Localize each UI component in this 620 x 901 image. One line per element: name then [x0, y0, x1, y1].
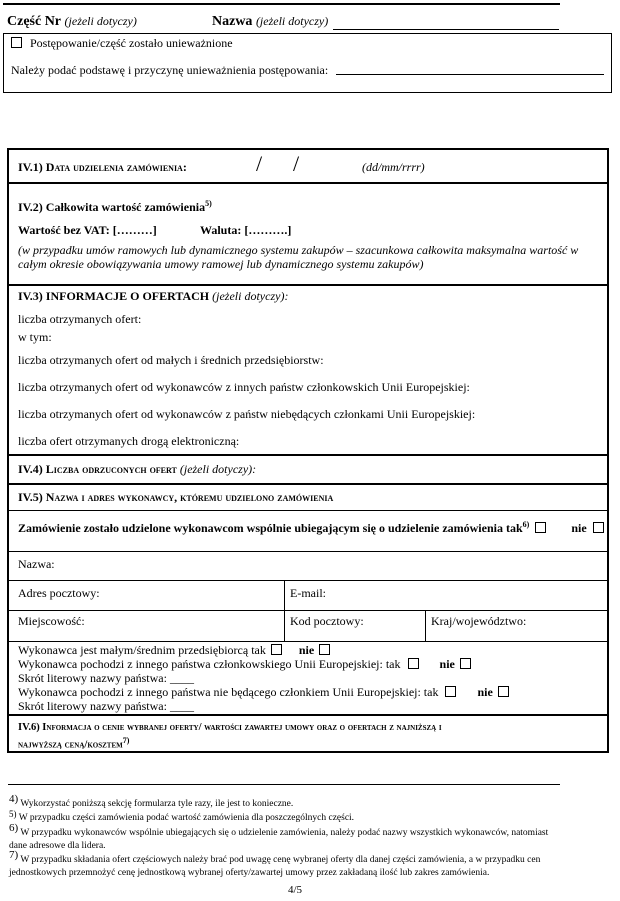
iv6-label-line2: najwyższą ceną/kosztem$^{7)}$ [18, 736, 130, 751]
name-field-label: Nazwa: [18, 557, 55, 571]
city-label: Miejscowość: [18, 614, 85, 628]
offers-eu: liczba otrzymanych ofert od wykonawców z innych państw członkowskich Unii Europejskiej: [18, 380, 470, 394]
joint-yes-checkbox[interactable] [535, 522, 546, 533]
address-divider [8, 610, 608, 611]
city-divider [8, 641, 608, 642]
offers-received: liczba otrzymanych ofert: [18, 312, 142, 326]
code-country-divider [425, 610, 426, 641]
name-label: Nazwa [212, 14, 253, 29]
joint-row: Zamówienie zostało udzielone wykonawcom wspólnie ubiegającym się o udzielenie zamówienia tak$^{6)}$ nie [18, 520, 604, 536]
offers-non-eu: liczba otrzymanych ofert od wykonawców z państw niebędących członkami Unii Europejskiej: [18, 407, 476, 421]
part-no-note: (jeżeli dotyczy) [64, 14, 137, 28]
iv5-label: IV.5) Nazwa i adres wykonawcy, któremu udzielono zamówienia [18, 490, 334, 504]
footnote-4: 4) Wykorzystać poniższą sekcję formularza tyle razy, ile jest to konieczne. [9, 793, 294, 809]
joint-divider [8, 551, 608, 552]
postal-address-label: Adres pocztowy: [18, 586, 100, 600]
name-note: (jeżeli dotyczy) [255, 14, 329, 28]
eu-row: Wykonawca pochodzi z innego państwa członkowskiego Unii Europejskiej: tak nie [18, 657, 471, 672]
email-label: E-mail: [290, 586, 326, 600]
date-slash-2[interactable]: / [293, 151, 300, 176]
country-label: Kraj/województwo: [431, 614, 527, 628]
page-number: 4/5 [288, 884, 303, 896]
iv1-label: IV.1) Data udzielenia zamówienia: [18, 160, 187, 174]
eu-no-checkbox[interactable] [460, 658, 471, 669]
non-eu-no-checkbox[interactable] [498, 686, 509, 697]
date-slash-1[interactable]: / [256, 151, 263, 176]
name-underline[interactable] [333, 29, 559, 30]
iv3-divider [8, 454, 608, 456]
footnote-7: 7) W przypadku składania ofert częściowych należy brać pod uwagę cenę wybranej oferty dla danej części zamówienia, a w przypadku cen jednostkowych przemnożyć cenę jednostkową wybranej oferty/zawartej umowy przez zakładaną ilość lub zakres zamówienia. [9, 849, 541, 878]
top-rule [3, 3, 560, 5]
cancelled-row [11, 36, 233, 51]
footnote-6: 6) W przypadku wykonawców wspólnie ubiegających się o udzielenie zamówienia, należy podać nazwy wszystkich wykonawców, natomiast dane adresowe dla lidera. [9, 822, 549, 851]
iv2-value-field[interactable]: Wartość bez VAT: [………] [18, 223, 157, 237]
iv5-divider [8, 714, 608, 716]
part-header [7, 14, 137, 30]
cancelled-checkbox[interactable] [11, 37, 22, 48]
name-header [212, 14, 328, 30]
iv3-label: IV.3) INFORMACJE O OFERTACH (jeżeli dotyczy): [18, 289, 289, 303]
cancel-reason-label: Należy podać podstawę i przyczynę unieważnienia postępowania: [11, 63, 329, 77]
iv2-currency-field[interactable]: Waluta: [……….] [200, 223, 292, 237]
eu-yes-checkbox[interactable] [408, 658, 419, 669]
offers-sme: liczba otrzymanych ofert od małych i średnich przedsiębiorstw: [18, 353, 324, 367]
iv2-note: (w przypadku umów ramowych lub dynamicznego systemu zakupów – szacunkowa całkowita maksymalna wartość w całym okresie obowiązywania umowy ramowej lub dynamicznego systemu zakupów) [18, 243, 579, 271]
joint-no-checkbox[interactable] [593, 522, 604, 533]
date-format: (dd/mm/rrrr) [362, 160, 425, 174]
iv2-divider [8, 284, 608, 286]
postal-code-label: Kod pocztowy: [290, 614, 364, 628]
sme-no-checkbox[interactable] [319, 644, 330, 655]
footnote-separator [8, 784, 560, 785]
cancel-reason-field[interactable] [336, 74, 604, 75]
part-no-label: Część Nr [7, 14, 62, 29]
address-email-divider [284, 580, 285, 610]
offers-electronic: liczba ofert otrzymanych drogą elektroniczną: [18, 434, 240, 448]
sme-row: Wykonawca jest małym/średnim przedsiębiorcą tak nie [18, 643, 330, 658]
eu-abbr-row[interactable]: Skrót literowy nazwy państwa: ____ [18, 671, 194, 685]
city-code-divider [284, 610, 285, 641]
non-eu-row: Wykonawca pochodzi z innego państwa nie będącego członkiem Unii Europejskiej: tak nie [18, 685, 509, 700]
offers-including: w tym: [18, 330, 52, 344]
iv1-divider [8, 182, 608, 184]
iv2-label: IV.2) Całkowita wartość zamówienia$^{5)}$ [18, 199, 212, 214]
sme-yes-checkbox[interactable] [271, 644, 282, 655]
iv6-label-line1: IV.6) Informacja o cenie wybranej oferty/ wartości zawartej umowy oraz o ofertach z najniższą i [18, 722, 442, 733]
footnote-5: 5) W przypadku części zamówienia podać wartość zamówienia dla poszczególnych części. [9, 809, 355, 823]
iv5-header-divider [8, 510, 608, 511]
iv4-label: IV.4) Liczba odrzuconych ofert (jeżeli dotyczy): [18, 462, 257, 476]
cancelled-label: Postępowanie/część zostało unieważnione [30, 36, 233, 50]
non-eu-yes-checkbox[interactable] [445, 686, 456, 697]
iv4-divider [8, 483, 608, 485]
non-eu-abbr-row[interactable]: Skrót literowy nazwy państwa: ____ [18, 699, 194, 713]
name-divider [8, 580, 608, 581]
